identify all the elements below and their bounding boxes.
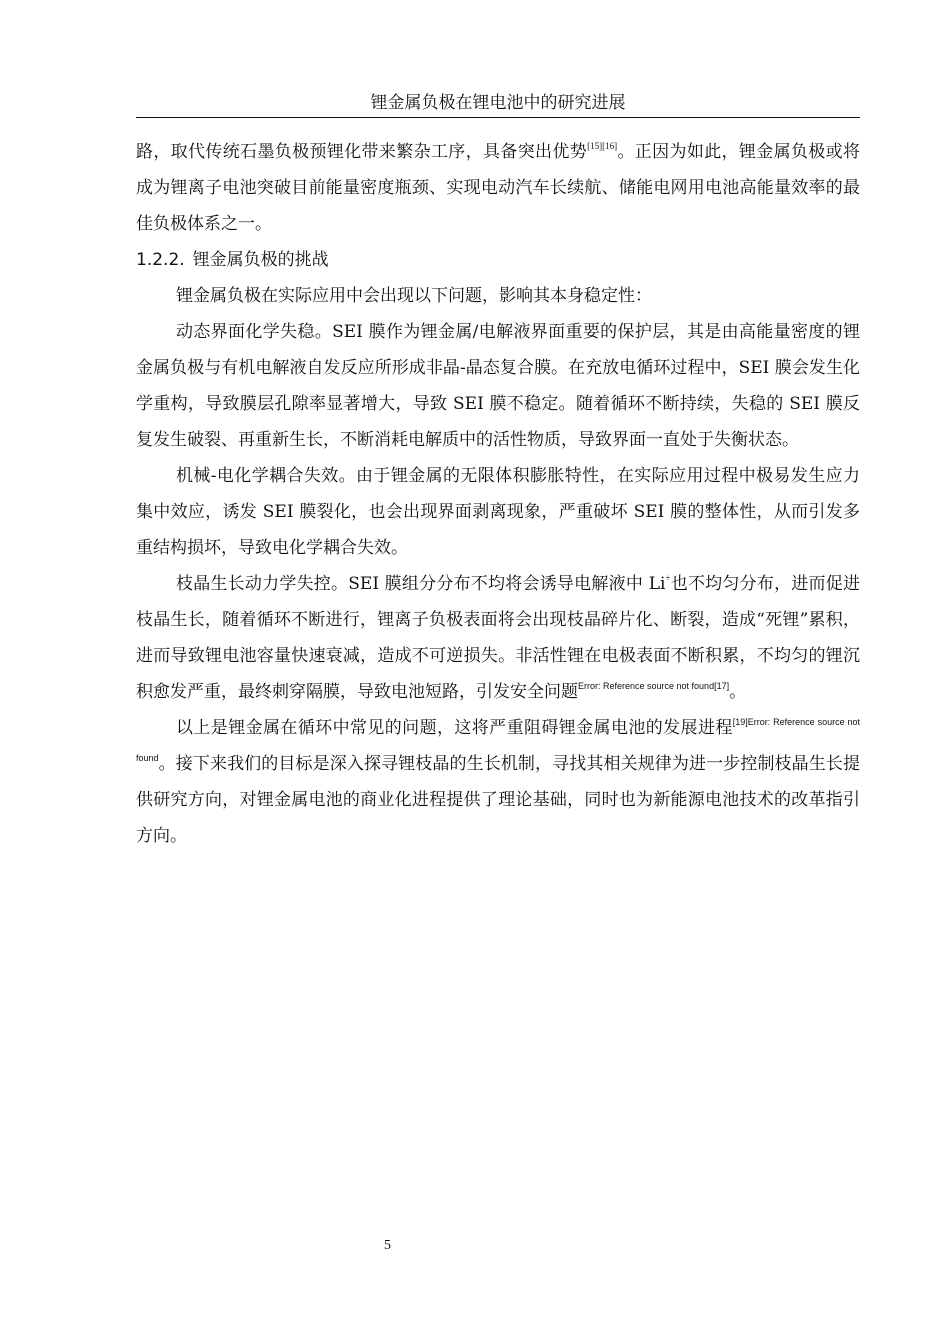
paragraph-dendrite-growth <box>136 566 860 710</box>
section-heading <box>136 242 860 278</box>
paragraph-text: 。正因为如此，锂金属负极或将成为锂离子电池突破目前能量密度瓶颈、实现电动汽车长续航、储能电网用电池高能量效率的最佳负极体系之一。 <box>136 142 861 234</box>
paragraph-intro: 锂金属负极在实际应用中会出现以下问题，影响其本身稳定性： <box>176 286 652 306</box>
header-divider <box>136 117 860 118</box>
section-title: 锂金属负极的挑战 <box>192 250 329 270</box>
paragraph-text: 。接下来我们的目标是深入探寻锂枝晶的生长机制，寻找其相关规律为进一步控制枝晶生长提供研究方向，对锂金属电池的商业化进程提供了理论基础，同时也为新能源电池技术的改革指引方向。 <box>136 754 860 846</box>
body-text <box>136 134 860 854</box>
paragraph-text: 枝晶生长动力学失控。SEI 膜组分分布不均将会诱导电解液中 Li <box>176 574 666 594</box>
running-header: 锂金属负极在锂电池中的研究进展 <box>370 93 626 113</box>
paragraph-text: 路，取代传统石墨负极预锂化带来繁杂工序，具备突出优势 <box>136 142 588 162</box>
citation-error: Error: Reference source not found[17] <box>578 681 730 691</box>
paragraph-text: 。 <box>729 682 747 702</box>
paragraph-text: 以上是锂金属在循环中常见的问题，这将严重阻碍锂金属电池的发展进程 <box>176 718 733 738</box>
paragraph-summary <box>136 710 860 854</box>
page-number: 5 <box>384 1238 391 1253</box>
paragraph-continuation <box>136 134 860 242</box>
paragraph-text: 也不均匀分布，进而促进枝晶生长，随着循环不断进行，锂离子负极表面将会出现枝晶碎片化、断裂，造成“死锂”累积，进而导致锂电池容量快速衰减，造成不可逆损失。非活性锂在电极表面不断积累，不均匀的锂沉积愈发严重，最终刺穿隔膜，导致电池短路，引发安全问题 <box>136 574 860 702</box>
paragraph-mechanical-failure: 机械-电化学耦合失效。由于锂金属的无限体积膨胀特性，在实际应用过程中极易发生应力集中效应，诱发 SEI 膜裂化，也会出现界面剥离现象，严重破坏 SEI 膜的整体性，从而引发多重结构损坏，导致电化学耦合失效。 <box>136 466 860 558</box>
citation: [15][16] <box>587 141 618 151</box>
superscript-plus: + <box>665 573 671 583</box>
citation-error: [19]Error: Reference source not found <box>136 717 861 763</box>
section-number: 1.2.2. <box>136 250 185 270</box>
paragraph-interface-chemistry: 动态界面化学失稳。SEI 膜作为锂金属/电解液界面重要的保护层，其是由高能量密度的锂金属负极与有机电解液自发反应所形成非晶-晶态复合膜。在充放电循环过程中，SEI 膜会发生化学重构，导致膜层孔隙率显著增大，导致 SEI 膜不稳定。随着循环不断持续，失稳的 SEI 膜反复发生破裂、再重新生长，不断消耗电解质中的活性物质，导致界面一直处于失衡状态。 <box>136 322 860 450</box>
